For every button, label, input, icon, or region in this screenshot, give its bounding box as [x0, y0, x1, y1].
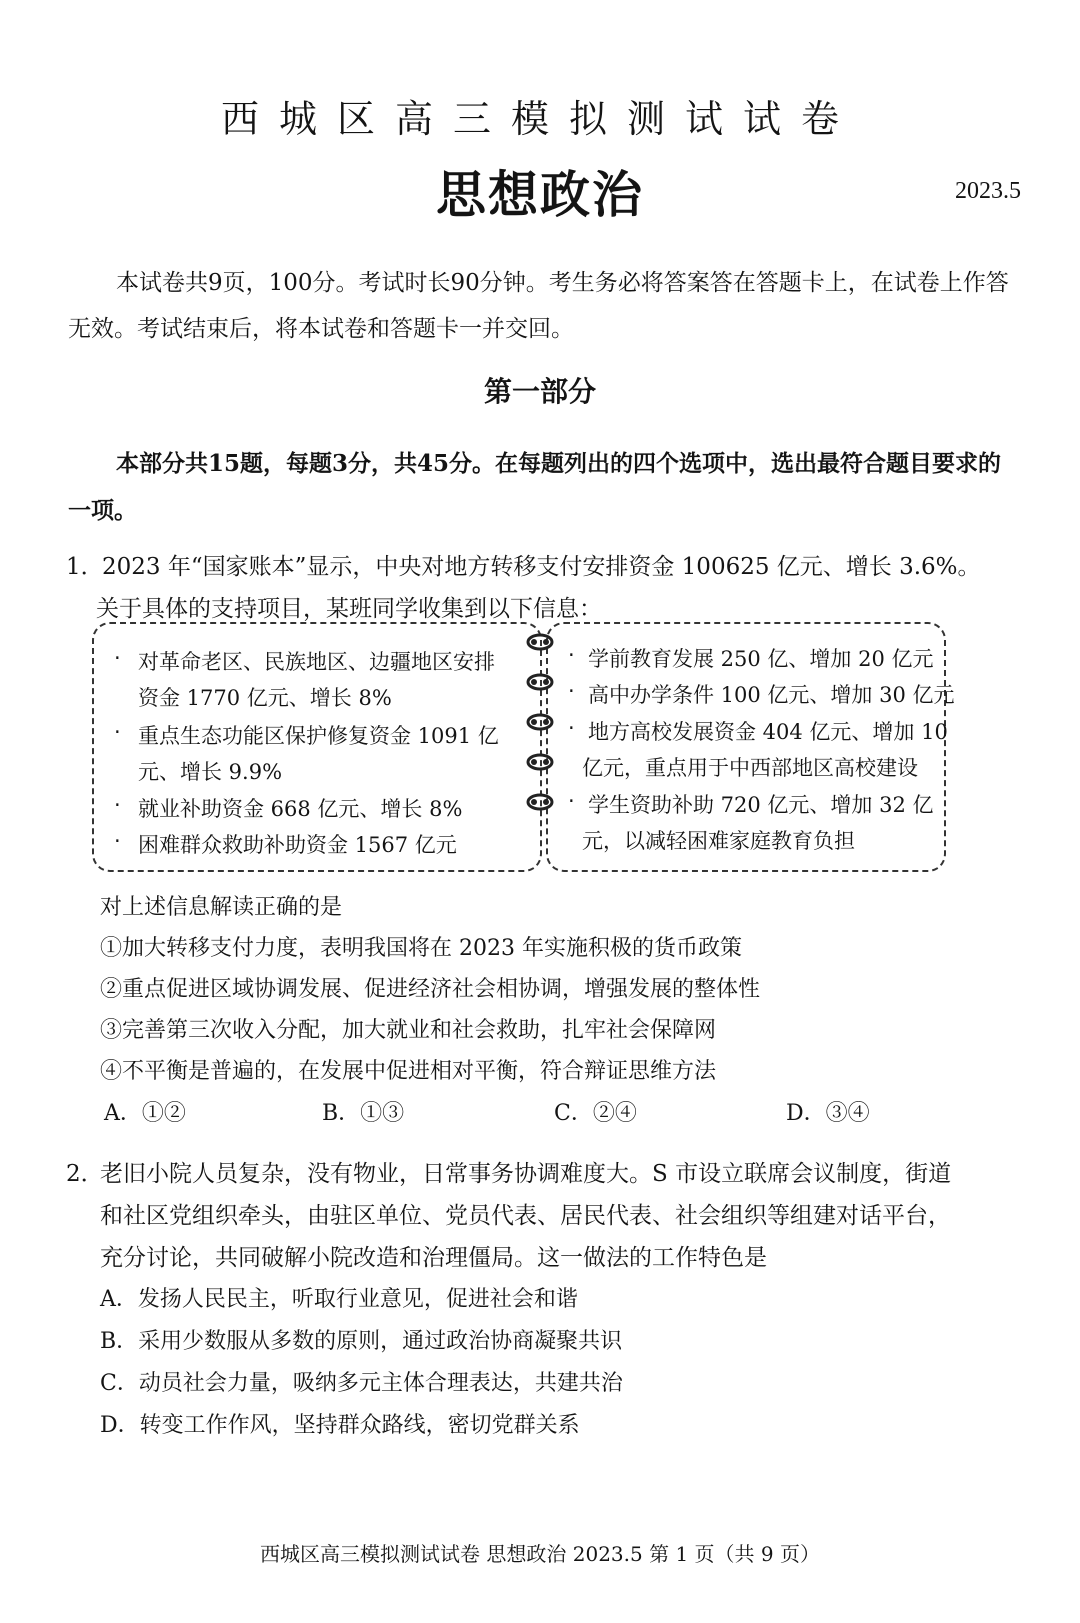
page-footer: 西城区高三模拟测试试卷 思想政治 2023.5 第 1 页（共 9 页） — [260, 1542, 820, 1566]
q2-stem-line2: 和社区党组织牵头，由驻区单位、党员代表、居民代表、社会组织等组建对话平台， — [100, 1203, 951, 1229]
right-item-3-line1: 地方高校发展资金 404 亿元、增加 10 — [588, 720, 948, 744]
binder-ring-icon — [525, 672, 555, 692]
bullet-icon: · — [568, 789, 575, 813]
bullet-icon: · — [568, 679, 575, 703]
left-item-1-line2: 资金 1770 亿元、增长 8% — [138, 686, 392, 710]
part-description: 本部分共15题，每题3分，共45分。在每题列出的四个选项中，选出最符合题目要求的一项。 — [68, 450, 1002, 524]
left-item-1-line1: 对革命老区、民族地区、边疆地区安排 — [138, 650, 495, 674]
left-item-2-line2: 元、增长 9.9% — [138, 760, 283, 784]
q1-option-c[interactable]: C．②④ — [554, 1101, 637, 1126]
q2-option-c[interactable]: C．动员社会力量，吸纳多元主体合理表达，共建共治 — [100, 1371, 623, 1396]
right-item-2-line1: 高中办学条件 100 亿元、增加 30 亿元 — [588, 683, 955, 707]
left-item-2-line1: 重点生态功能区保护修复资金 1091 亿 — [138, 724, 499, 748]
left-item-4-line1: 困难群众救助补助资金 1567 亿元 — [138, 833, 457, 857]
bullet-icon: · — [114, 720, 121, 744]
q1-statement-4: ④不平衡是普遍的，在发展中促进相对平衡，符合辩证思维方法 — [100, 1059, 717, 1084]
q1-option-b[interactable]: B．①③ — [322, 1101, 405, 1126]
q1-stem-line2: 关于具体的支持项目，某班同学收集到以下信息： — [96, 596, 602, 622]
q1-prompt: 对上述信息解读正确的是 — [100, 895, 343, 920]
q1-option-a[interactable]: A．①② — [104, 1101, 186, 1126]
exam-date: 2023.5 — [955, 178, 1021, 204]
right-item-1-line1: 学前教育发展 250 亿、增加 20 亿元 — [588, 647, 934, 671]
exam-instructions: 本试卷共9页，100分。考试时长90分钟。考生务必将答案答在答题卡上，在试卷上作答无效。考试结束后，将本试卷和答题卡一并交回。 — [68, 270, 1009, 342]
bullet-icon: · — [114, 646, 121, 670]
q2-stem-line3: 充分讨论，共同破解小院改造和治理僵局。这一做法的工作特色是 — [100, 1245, 767, 1271]
q1-statement-2: ②重点促进区域协调发展、促进经济社会相协调，增强发展的整体性 — [100, 977, 761, 1002]
binder-ring-icon — [525, 632, 555, 652]
q1-statement-3: ③完善第三次收入分配，加大就业和社会救助，扎牢社会保障网 — [100, 1018, 717, 1043]
subject-title: 思想政治 — [436, 165, 644, 224]
q2-option-d[interactable]: D．转变工作作风，坚持群众路线，密切党群关系 — [100, 1413, 580, 1438]
bullet-icon: · — [114, 793, 121, 817]
exam-title: 西城区高三模拟测试试卷 — [220, 97, 859, 141]
q2-option-b[interactable]: B．采用少数服从多数的原则，通过政治协商凝聚共识 — [100, 1329, 623, 1354]
bullet-icon: · — [568, 643, 575, 667]
bullet-icon: · — [568, 716, 575, 740]
q1-stem-line1: 2023 年“国家账本”显示，中央对地方转移支付安排资金 100625 亿元、增长 3.6%。 — [102, 554, 981, 580]
part-title: 第一部分 — [483, 375, 596, 408]
q1-statement-1: ①加大转移支付力度，表明我国将在 2023 年实施积极的货币政策 — [100, 936, 742, 961]
q2-option-a[interactable]: A．发扬人民民主，听取行业意见，促进社会和谐 — [100, 1287, 578, 1312]
binder-ring-icon — [525, 752, 555, 772]
binder-ring-icon — [525, 792, 555, 812]
q2-stem-line1: 老旧小院人员复杂，没有物业，日常事务协调难度大。S 市设立联席会议制度，街道 — [100, 1161, 952, 1187]
bullet-icon: · — [114, 829, 121, 853]
left-item-3-line1: 就业补助资金 668 亿元、增长 8% — [138, 797, 463, 821]
right-item-4-line1: 学生资助补助 720 亿元、增加 32 亿 — [588, 793, 934, 817]
binder-ring-icon — [525, 712, 555, 732]
right-item-4-line2: 元，以减轻困难家庭教育负担 — [582, 829, 855, 853]
q1-option-d[interactable]: D．③④ — [786, 1101, 870, 1126]
q1-number: 1． — [66, 554, 104, 580]
right-item-3-line2: 亿元，重点用于中西部地区高校建设 — [582, 756, 918, 780]
q2-number: 2． — [66, 1161, 104, 1187]
